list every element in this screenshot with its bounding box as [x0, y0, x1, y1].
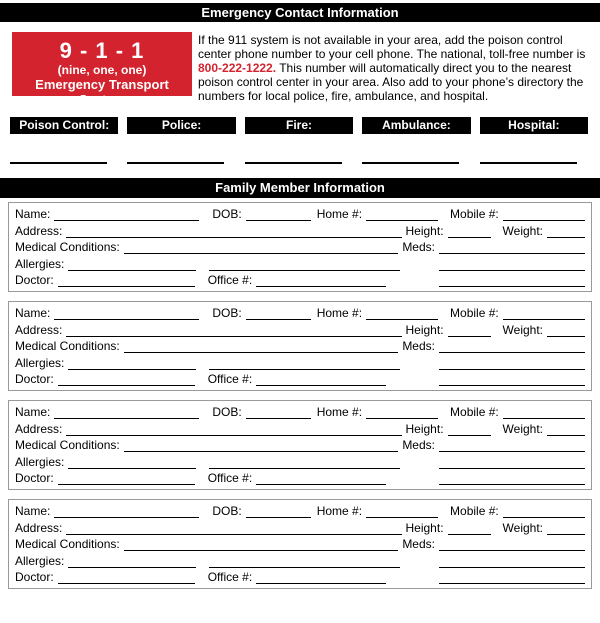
member-row-name	[15, 504, 585, 518]
family-member-block	[8, 499, 592, 589]
home-number-blank-line	[366, 308, 438, 320]
allergies-extra-blank-line	[209, 259, 400, 271]
mobile-number-blank-line	[503, 308, 585, 320]
contact-label-police: Police:	[127, 117, 235, 134]
mobile-number-blank-line	[503, 506, 585, 518]
member-row-allergies	[15, 554, 585, 568]
name-blank-line	[54, 407, 199, 419]
weight-blank-line	[547, 523, 585, 535]
mobile-number-blank-line	[503, 407, 585, 419]
office-number-blank-line	[256, 275, 386, 287]
poison-control-phone-number: 800-222-1222.	[198, 61, 277, 75]
911-system-label: Emergency Transport System	[35, 77, 169, 107]
member-row-allergies	[15, 455, 585, 469]
member-row-name	[15, 207, 585, 221]
doctor-label: Doctor:	[15, 372, 54, 386]
weight-blank-line	[547, 226, 585, 238]
911-red-box	[12, 32, 192, 107]
info-section	[0, 32, 600, 107]
height-label: Height:	[405, 223, 444, 238]
meds-label: Meds:	[402, 438, 435, 452]
poison-control-instructions	[198, 32, 595, 103]
weight-label: Weight:	[502, 520, 543, 535]
allergies-extra-blank-line	[209, 358, 400, 370]
address-blank-line	[66, 523, 401, 535]
home-number-label: Home #:	[316, 306, 363, 320]
dob-label: DOB:	[212, 405, 242, 419]
allergies-label: Allergies:	[15, 355, 65, 370]
doctor-label: Doctor:	[15, 570, 54, 584]
office-number-blank-line	[256, 572, 386, 584]
meds-blank-line	[439, 341, 585, 353]
meds-blank-line	[439, 242, 585, 254]
address-label: Address:	[15, 520, 63, 535]
allergies-label: Allergies:	[15, 454, 65, 469]
allergies-blank-line	[68, 358, 196, 370]
name-label: Name:	[15, 207, 51, 221]
member-row-medical	[15, 339, 585, 353]
doctor-label: Doctor:	[15, 471, 54, 485]
contact-label-ambulance: Ambulance:	[362, 117, 470, 134]
name-blank-line	[54, 209, 199, 221]
meds-extra-blank-line	[439, 457, 585, 469]
member-row-address	[15, 521, 585, 535]
doctor-blank-line	[58, 572, 195, 584]
911-words: (nine, one, one)	[57, 63, 147, 77]
medical-conditions-label: Medical Conditions:	[15, 240, 120, 254]
member-row-doctor	[15, 570, 585, 584]
name-label: Name:	[15, 405, 51, 419]
member-row-allergies	[15, 257, 585, 271]
address-label: Address:	[15, 322, 63, 337]
allergies-extra-blank-line	[209, 457, 400, 469]
emergency-contacts-row	[10, 117, 588, 134]
meds-extra-blank-line	[439, 358, 585, 370]
home-number-label: Home #:	[316, 504, 363, 518]
address-blank-line	[66, 226, 401, 238]
mobile-number-blank-line	[503, 209, 585, 221]
member-row-medical	[15, 537, 585, 551]
weight-label: Weight:	[502, 421, 543, 436]
mobile-number-label: Mobile #:	[450, 306, 499, 320]
height-label: Height:	[405, 421, 444, 436]
height-label: Height:	[405, 322, 444, 337]
allergies-extra-blank-line	[209, 556, 400, 568]
allergies-blank-line	[68, 457, 196, 469]
family-member-block	[8, 400, 592, 490]
member-row-name	[15, 405, 585, 419]
dob-blank-line	[246, 407, 311, 419]
height-blank-line	[448, 226, 491, 238]
family-member-header	[0, 178, 600, 198]
family-members	[8, 202, 592, 589]
home-number-label: Home #:	[316, 405, 363, 419]
medical-conditions-label: Medical Conditions:	[15, 339, 120, 353]
medical-conditions-label: Medical Conditions:	[15, 537, 120, 551]
weight-label: Weight:	[502, 322, 543, 337]
meds-extra-blank-line	[439, 259, 585, 271]
instructions-after: This number will automatically direct you to the nearest poison control center in your area. Also add to your phone’s directory the numbers for local police, fire, ambulance, and hospital.	[198, 61, 584, 103]
doctor-blank-line	[58, 374, 195, 386]
emergency-contact-title: Emergency Contact Information	[201, 5, 399, 20]
member-row-name	[15, 306, 585, 320]
member-row-medical	[15, 438, 585, 452]
hospital-blank-line	[480, 162, 577, 164]
height-label: Height:	[405, 520, 444, 535]
mobile-number-label: Mobile #:	[450, 405, 499, 419]
meds-extra-blank-line-2	[439, 275, 585, 287]
ambulance-blank-line	[362, 162, 459, 164]
height-blank-line	[448, 523, 491, 535]
contact-label-hospital: Hospital:	[480, 117, 588, 134]
contact-label-fire: Fire:	[245, 117, 353, 134]
dob-blank-line	[246, 506, 311, 518]
family-member-title: Family Member Information	[215, 180, 385, 195]
meds-extra-blank-line-2	[439, 572, 585, 584]
doctor-blank-line	[58, 275, 195, 287]
fire-blank-line	[245, 162, 342, 164]
meds-blank-line	[439, 539, 585, 551]
dob-label: DOB:	[212, 504, 242, 518]
medical-conditions-label: Medical Conditions:	[15, 438, 120, 452]
dob-label: DOB:	[212, 207, 242, 221]
office-number-label: Office #:	[207, 372, 253, 386]
office-number-blank-line	[256, 374, 386, 386]
family-member-block	[8, 301, 592, 391]
office-number-label: Office #:	[207, 471, 253, 485]
address-label: Address:	[15, 223, 63, 238]
weight-blank-line	[547, 424, 585, 436]
name-blank-line	[54, 506, 199, 518]
police-blank-line	[127, 162, 224, 164]
address-label: Address:	[15, 421, 63, 436]
name-label: Name:	[15, 504, 51, 518]
allergies-blank-line	[68, 556, 196, 568]
member-row-medical	[15, 240, 585, 254]
name-blank-line	[54, 308, 199, 320]
emergency-contact-header	[0, 3, 600, 22]
meds-extra-blank-line	[439, 556, 585, 568]
allergies-blank-line	[68, 259, 196, 271]
meds-label: Meds:	[402, 537, 435, 551]
medical-conditions-blank-line	[124, 341, 399, 353]
meds-label: Meds:	[402, 240, 435, 254]
meds-blank-line	[439, 440, 585, 452]
911-number: 9 - 1 - 1	[59, 38, 145, 63]
address-blank-line	[66, 424, 401, 436]
mobile-number-label: Mobile #:	[450, 504, 499, 518]
office-number-label: Office #:	[207, 273, 253, 287]
mobile-number-label: Mobile #:	[450, 207, 499, 221]
height-blank-line	[448, 325, 491, 337]
member-row-doctor	[15, 471, 585, 485]
doctor-blank-line	[58, 473, 195, 485]
name-label: Name:	[15, 306, 51, 320]
poison-control-blank-line	[10, 162, 107, 164]
family-member-block	[8, 202, 592, 292]
dob-label: DOB:	[212, 306, 242, 320]
allergies-label: Allergies:	[15, 553, 65, 568]
instructions-before: If the 911 system is not available in your area, add the poison control center phone number to your cell phone. The national, toll-free number is	[198, 33, 586, 61]
weight-label: Weight:	[502, 223, 543, 238]
weight-blank-line	[547, 325, 585, 337]
address-blank-line	[66, 325, 401, 337]
allergies-label: Allergies:	[15, 256, 65, 271]
member-row-address	[15, 422, 585, 436]
home-number-label: Home #:	[316, 207, 363, 221]
home-number-blank-line	[366, 506, 438, 518]
member-row-address	[15, 224, 585, 238]
dob-blank-line	[246, 308, 311, 320]
office-number-label: Office #:	[207, 570, 253, 584]
medical-conditions-blank-line	[124, 242, 399, 254]
office-number-blank-line	[256, 473, 386, 485]
height-blank-line	[448, 424, 491, 436]
home-number-blank-line	[366, 209, 438, 221]
contact-label-poison-control: Poison Control:	[10, 117, 118, 134]
meds-extra-blank-line-2	[439, 374, 585, 386]
medical-conditions-blank-line	[124, 539, 399, 551]
member-row-doctor	[15, 273, 585, 287]
home-number-blank-line	[366, 407, 438, 419]
emergency-contacts-blank-lines	[10, 162, 588, 164]
meds-extra-blank-line-2	[439, 473, 585, 485]
member-row-address	[15, 323, 585, 337]
meds-label: Meds:	[402, 339, 435, 353]
doctor-label: Doctor:	[15, 273, 54, 287]
member-row-allergies	[15, 356, 585, 370]
medical-conditions-blank-line	[124, 440, 399, 452]
member-row-doctor	[15, 372, 585, 386]
dob-blank-line	[246, 209, 311, 221]
